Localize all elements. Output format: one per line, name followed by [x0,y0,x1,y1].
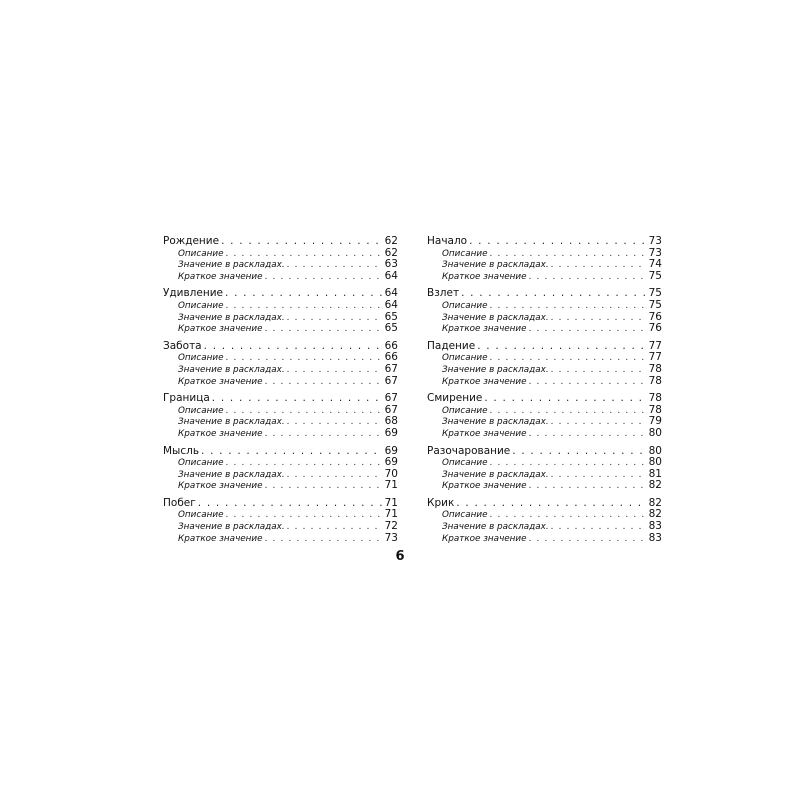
dot-leader [490,406,647,418]
toc-subentry-title: Описание [178,353,224,364]
toc-entry-page: 69 [384,444,398,457]
dot-leader [477,341,646,353]
toc-entry-page: 78 [648,392,662,405]
toc-entry-title: Начало [427,235,468,247]
toc-entry-title: Падение [427,339,476,352]
toc-subentry [427,312,662,324]
toc-entry [427,393,662,405]
toc-subentry [427,352,662,364]
toc-subentry [163,259,398,271]
dot-leader [484,393,646,405]
toc-entry [427,446,662,458]
dot-leader [490,249,647,261]
dot-leader [226,249,383,261]
toc-subentry-page: 67 [384,403,398,416]
toc-subentry-page: 80 [648,456,662,469]
toc-subentry [163,416,398,428]
toc-subentry-page: 73 [384,531,398,544]
toc-subentry [163,480,398,492]
toc-entry-title: Граница [163,392,210,405]
toc-subentry [163,312,398,324]
toc-subentry [427,457,662,469]
toc-subentry [427,428,662,440]
toc-subentry-title: Описание [178,458,224,469]
dot-leader [221,236,383,248]
dot-leader [529,377,647,389]
toc-entry-title: Крик [427,496,455,509]
toc-entry [163,446,398,458]
toc-entry-page: 66 [384,339,398,352]
toc-subentry-page: 71 [384,479,398,492]
toc-section [427,498,662,544]
toc-subentry-title: Значение в раскладах. [178,417,285,428]
toc-subentry [163,457,398,469]
toc-entry [163,236,398,248]
toc-subentry [163,469,398,481]
dot-leader [490,458,647,470]
dot-leader [551,522,647,534]
toc-subentry-title: Краткое значение [442,324,527,335]
toc-entry [427,288,662,300]
toc-subentry-page: 66 [384,351,398,364]
toc-subentry-page: 78 [648,374,662,387]
toc-entry-page: 75 [648,287,662,300]
dot-leader [265,324,383,336]
toc-subentry-page: 64 [384,269,398,282]
toc-subentry-title: Краткое значение [178,428,263,439]
toc-subentry-page: 79 [648,415,662,428]
toc-subentry-page: 75 [648,298,662,311]
toc-section [163,498,398,544]
toc-subentry-title: Значение в раскладах. [178,522,285,533]
dot-leader [226,301,383,313]
dot-leader [490,301,647,313]
toc-entry-title: Мысль [163,444,200,457]
dot-leader [287,470,383,482]
toc-entry-title: Рождение [163,235,220,247]
toc-subentry-page: 70 [384,467,398,480]
toc-subentry [163,323,398,335]
dot-leader [469,236,647,248]
dot-leader [551,365,647,377]
dot-leader [490,510,647,522]
dot-leader [226,406,383,418]
toc-subentry [163,521,398,533]
toc-subentry-page: 82 [648,508,662,521]
toc-subentry-title: Значение в раскладах. [442,312,549,323]
dot-leader [212,393,383,405]
toc-subentry [427,416,662,428]
toc-subentry [427,405,662,417]
toc-subentry-page: 67 [384,362,398,375]
toc-subentry-page: 82 [648,479,662,492]
toc-subentry-title: Краткое значение [442,376,527,387]
toc-subentry-title: Краткое значение [178,481,263,492]
toc-subentry-page: 76 [648,310,662,323]
toc-subentry-title: Описание [442,248,488,259]
toc-section [163,341,398,387]
toc-entry-title: Смирение [427,392,483,405]
toc-subentry [163,509,398,521]
toc-subentry-title: Описание [442,353,488,364]
dot-leader [265,534,383,546]
toc-section [427,236,662,282]
toc-subentry-title: Краткое значение [178,324,263,335]
toc-subentry-title: Краткое значение [178,533,263,544]
toc-subentry-page: 74 [648,258,662,271]
dot-leader [287,365,383,377]
toc-subentry [427,480,662,492]
toc-subentry-title: Значение в раскладах. [442,469,549,480]
dot-leader [265,377,383,389]
toc-subentry-title: Описание [178,248,224,259]
toc-entry-page: 77 [648,339,662,352]
toc-entry-title: Взлет [427,287,460,300]
toc-subentry [163,405,398,417]
toc-subentry-page: 78 [648,403,662,416]
toc-section [427,446,662,492]
toc-entry-page: 73 [648,235,662,247]
toc-entry [427,236,662,248]
toc-subentry [427,271,662,283]
toc-subentry-page: 71 [384,508,398,521]
toc-subentry-title: Значение в раскладах. [442,260,549,271]
dot-leader [265,429,383,441]
toc-entry [163,341,398,353]
dot-leader [226,510,383,522]
toc-subentry [427,509,662,521]
toc-subentry-page: 67 [384,374,398,387]
toc-subentry-page: 81 [648,467,662,480]
toc-section [427,393,662,439]
toc-subentry [163,533,398,545]
toc-entry-title: Разочарование [427,444,511,457]
toc-subentry [163,428,398,440]
toc-entry-page: 82 [648,496,662,509]
dot-leader [551,417,647,429]
toc-subentry [427,259,662,271]
toc-entry-page: 64 [384,287,398,300]
dot-leader [265,272,383,284]
dot-leader [226,458,383,470]
toc-subentry-page: 64 [384,298,398,311]
dot-leader [225,288,383,300]
dot-leader [198,498,383,510]
toc-entry-page: 67 [384,392,398,405]
toc-entry-title: Забота [163,339,202,352]
toc-entry-page: 80 [648,444,662,457]
toc-subentry-title: Краткое значение [442,533,527,544]
dot-leader [287,522,383,534]
toc-subentry-title: Краткое значение [442,271,527,282]
toc-subentry-title: Описание [442,405,488,416]
dot-leader [201,446,383,458]
toc-subentry-page: 63 [384,258,398,271]
dot-leader [490,353,647,365]
dot-leader [226,353,383,365]
page-number: 6 [395,549,405,564]
toc-subentry-title: Значение в раскладах. [178,260,285,271]
toc-subentry-title: Значение в раскладах. [442,364,549,375]
dot-leader [287,417,383,429]
dot-leader [204,341,383,353]
toc-subentry [427,248,662,260]
toc-subentry-page: 69 [384,426,398,439]
toc-left-column [163,236,398,550]
toc-subentry-title: Значение в раскладах. [442,522,549,533]
dot-leader [551,470,647,482]
dot-leader [461,288,647,300]
toc-entry-title: Удивление [163,287,223,300]
dot-leader [529,481,647,493]
toc-subentry [427,469,662,481]
dot-leader [265,481,383,493]
toc-subentry-page: 83 [648,520,662,533]
toc-subentry-page: 83 [648,531,662,544]
toc-subentry [163,364,398,376]
dot-leader [456,498,646,510]
toc-subentry-title: Описание [442,510,488,521]
toc-subentry [427,364,662,376]
toc-subentry-title: Описание [442,458,488,469]
dot-leader [512,446,646,458]
toc-subentry-title: Описание [442,300,488,311]
toc-subentry-title: Значение в раскладах. [442,417,549,428]
dot-leader [551,260,647,272]
toc-subentry-title: Описание [178,510,224,521]
toc-subentry-title: Значение в раскладах. [178,469,285,480]
toc-subentry [163,248,398,260]
toc-entry [163,288,398,300]
toc-subentry [163,352,398,364]
toc-section [163,288,398,334]
toc-subentry-title: Краткое значение [442,481,527,492]
toc-entry [427,341,662,353]
toc-subentry-title: Краткое значение [442,428,527,439]
toc-subentry-page: 65 [384,310,398,323]
toc-entry [163,498,398,510]
toc-section [427,341,662,387]
toc-section [427,288,662,334]
toc-subentry [427,533,662,545]
toc-subentry-title: Значение в раскладах. [178,364,285,375]
toc-entry-title: Побег [163,496,196,509]
toc-subentry-page: 62 [384,246,398,259]
toc-subentry [427,323,662,335]
toc-subentry-page: 75 [648,269,662,282]
dot-leader [529,272,647,284]
toc-subentry-title: Описание [178,300,224,311]
toc-entry [163,393,398,405]
toc-subentry-page: 76 [648,322,662,335]
toc-subentry [427,300,662,312]
toc-subentry-page: 80 [648,426,662,439]
toc-subentry [163,300,398,312]
dot-leader [529,324,647,336]
toc-entry-page: 71 [384,496,398,509]
dot-leader [287,260,383,272]
toc-entry [427,498,662,510]
toc-subentry [163,271,398,283]
toc-section [163,236,398,282]
toc-subentry-title: Описание [178,405,224,416]
toc-section [163,446,398,492]
toc-right-column [427,236,662,550]
toc-subentry-page: 68 [384,415,398,428]
dot-leader [287,313,383,325]
toc-subentry-title: Значение в раскладах. [178,312,285,323]
toc-subentry-page: 65 [384,322,398,335]
toc-subentry-title: Краткое значение [178,271,263,282]
toc-subentry [427,521,662,533]
toc-subentry [163,376,398,388]
toc-section [163,393,398,439]
dot-leader [551,313,647,325]
toc-subentry-page: 73 [648,246,662,259]
toc-entry-page: 62 [384,235,398,247]
toc-subentry-page: 77 [648,351,662,364]
dot-leader [529,534,647,546]
dot-leader [529,429,647,441]
toc-subentry [427,376,662,388]
toc-subentry-title: Краткое значение [178,376,263,387]
toc-subentry-page: 69 [384,456,398,469]
toc-subentry-page: 78 [648,362,662,375]
toc-subentry-page: 72 [384,520,398,533]
